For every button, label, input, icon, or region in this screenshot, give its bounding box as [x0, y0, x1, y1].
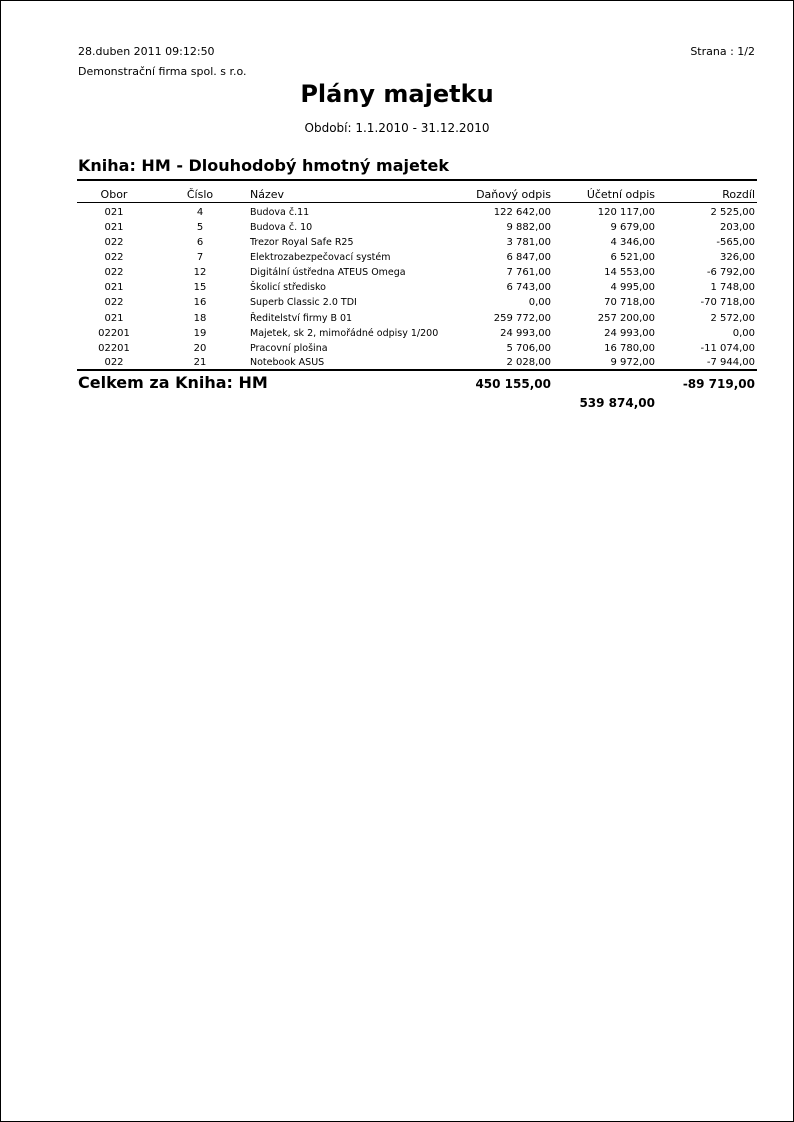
cell-rozdil: -70 718,00	[700, 297, 755, 308]
cell-nazev: Pracovní plošina	[250, 343, 328, 354]
company-name: Demonstrační firma spol. s r.o.	[78, 65, 247, 78]
cell-ucetni-odpis: 9 972,00	[610, 357, 655, 368]
total-rozdil: -89 719,00	[682, 377, 755, 391]
cell-ucetni-odpis: 4 995,00	[610, 282, 655, 293]
cell-rozdil: 0,00	[732, 328, 755, 339]
cell-ucetni-odpis: 24 993,00	[604, 328, 655, 339]
cell-cislo: 5	[196, 222, 204, 233]
cell-danovy-odpis: 259 772,00	[493, 313, 551, 324]
cell-cislo: 19	[193, 328, 207, 339]
table-header	[77, 188, 757, 203]
cell-ucetni-odpis: 6 521,00	[610, 252, 655, 263]
cell-nazev: Digitální ústředna ATEUS Omega	[250, 267, 406, 278]
report-period: Období: 1.1.2010 - 31.12.2010	[304, 121, 490, 135]
cell-rozdil: 2 572,00	[710, 313, 755, 324]
cell-cislo: 16	[193, 297, 207, 308]
cell-rozdil: -6 792,00	[706, 267, 755, 278]
page-number: Strana : 1/2	[690, 45, 755, 58]
cell-danovy-odpis: 5 706,00	[506, 343, 551, 354]
cell-cislo: 6	[196, 237, 204, 248]
cell-ucetni-odpis: 257 200,00	[597, 313, 655, 324]
cell-danovy-odpis: 9 882,00	[506, 222, 551, 233]
cell-danovy-odpis: 24 993,00	[500, 328, 551, 339]
cell-nazev: Majetek, sk 2, mimořádné odpisy 1/200	[250, 328, 439, 339]
table-row	[77, 207, 757, 222]
cell-cislo: 21	[193, 357, 207, 368]
table-row	[77, 282, 757, 297]
cell-ucetni-odpis: 16 780,00	[604, 343, 655, 354]
total-label: Celkem za Kniha: HM	[78, 373, 268, 392]
cell-danovy-odpis: 122 642,00	[493, 207, 551, 218]
book-section-title: Kniha: HM - Dlouhodobý hmotný majetek	[78, 156, 449, 175]
cell-obor: 02201	[98, 328, 130, 339]
table-row	[77, 328, 757, 343]
section-divider	[77, 179, 757, 181]
total-divider	[77, 369, 757, 371]
table-row	[77, 252, 757, 267]
cell-obor: 02201	[98, 343, 130, 354]
cell-rozdil: -7 944,00	[706, 357, 755, 368]
cell-rozdil: 1 748,00	[710, 282, 755, 293]
cell-danovy-odpis: 0,00	[528, 297, 551, 308]
column-header-rozdil: Rozdíl	[722, 188, 755, 201]
cell-cislo: 7	[196, 252, 204, 263]
cell-ucetni-odpis: 14 553,00	[604, 267, 655, 278]
cell-cislo: 12	[193, 267, 207, 278]
cell-rozdil: -565,00	[716, 237, 755, 248]
table-row	[77, 222, 757, 237]
header-divider	[77, 202, 757, 203]
column-header-ucetni-odpis: Účetní odpis	[586, 188, 655, 201]
cell-obor: 022	[104, 297, 124, 308]
table-row	[77, 297, 757, 312]
column-header-nazev: Název	[250, 188, 285, 201]
cell-danovy-odpis: 6 847,00	[506, 252, 551, 263]
table-row	[77, 343, 757, 358]
cell-cislo: 18	[193, 313, 207, 324]
cell-obor: 022	[104, 237, 124, 248]
cell-danovy-odpis: 3 781,00	[506, 237, 551, 248]
cell-ucetni-odpis: 120 117,00	[597, 207, 655, 218]
cell-obor: 021	[104, 207, 124, 218]
cell-nazev: Školicí středisko	[250, 282, 326, 293]
cell-danovy-odpis: 7 761,00	[506, 267, 551, 278]
cell-nazev: Notebook ASUS	[250, 357, 325, 368]
cell-obor: 021	[104, 222, 124, 233]
cell-cislo: 4	[196, 207, 204, 218]
table-row	[77, 313, 757, 328]
cell-danovy-odpis: 6 743,00	[506, 282, 551, 293]
cell-obor: 021	[104, 313, 124, 324]
cell-ucetni-odpis: 9 679,00	[610, 222, 655, 233]
cell-obor: 022	[104, 252, 124, 263]
cell-nazev: Superb Classic 2.0 TDI	[250, 297, 357, 308]
column-header-danovy-odpis: Daňový odpis	[476, 188, 551, 201]
cell-cislo: 20	[193, 343, 207, 354]
cell-rozdil: 2 525,00	[710, 207, 755, 218]
cell-danovy-odpis: 2 028,00	[506, 357, 551, 368]
total-danovy-odpis: 450 155,00	[475, 377, 551, 391]
table-row	[77, 267, 757, 282]
cell-nazev: Ředitelství firmy B 01	[250, 313, 353, 324]
cell-obor: 022	[104, 267, 124, 278]
cell-ucetni-odpis: 4 346,00	[610, 237, 655, 248]
cell-rozdil: 203,00	[720, 222, 755, 233]
cell-nazev: Budova č. 10	[250, 222, 313, 233]
column-header-cislo: Číslo	[186, 188, 214, 201]
cell-ucetni-odpis: 70 718,00	[604, 297, 655, 308]
cell-cislo: 15	[193, 282, 207, 293]
report-title: Plány majetku	[300, 80, 494, 108]
cell-nazev: Budova č.11	[250, 207, 310, 218]
print-datetime: 28.duben 2011 09:12:50	[78, 45, 215, 58]
total-ucetni-odpis: 539 874,00	[579, 396, 655, 410]
cell-obor: 021	[104, 282, 124, 293]
cell-obor: 022	[104, 357, 124, 368]
column-header-obor: Obor	[100, 188, 128, 201]
cell-nazev: Trezor Royal Safe R25	[250, 237, 354, 248]
table-row	[77, 237, 757, 252]
cell-rozdil: 326,00	[720, 252, 755, 263]
cell-rozdil: -11 074,00	[700, 343, 755, 354]
cell-nazev: Elektrozabezpečovací systém	[250, 252, 391, 263]
